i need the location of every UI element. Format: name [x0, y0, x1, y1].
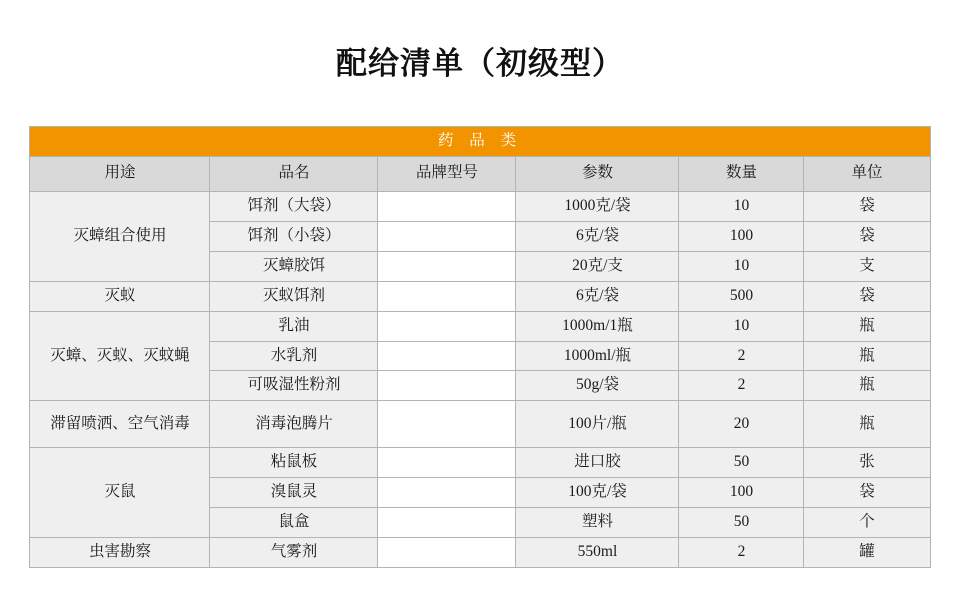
cell-unit: 袋 — [804, 191, 930, 221]
cell-qty: 10 — [679, 191, 804, 221]
cell-unit: 支 — [804, 251, 930, 281]
cell-qty: 50 — [679, 448, 804, 478]
cell-name: 粘鼠板 — [210, 448, 378, 478]
cell-qty: 100 — [679, 221, 804, 251]
cell-param: 1000m/1瓶 — [516, 311, 679, 341]
cell-unit: 个 — [804, 508, 930, 538]
cell-unit: 瓶 — [804, 401, 930, 448]
cell-name: 灭蟑胶饵 — [210, 251, 378, 281]
category-header-cell: 药 品 类 — [30, 127, 930, 157]
cell-qty: 500 — [679, 281, 804, 311]
column-header-brand: 品牌型号 — [378, 156, 516, 191]
column-header-unit: 单位 — [804, 156, 930, 191]
table-row — [30, 401, 930, 448]
ration-list-table — [29, 126, 930, 568]
cell-brand — [378, 401, 516, 448]
cell-use: 灭鼠 — [30, 448, 210, 538]
cell-brand — [378, 508, 516, 538]
column-header-param: 参数 — [516, 156, 679, 191]
cell-name: 气雾剂 — [210, 538, 378, 568]
cell-qty: 10 — [679, 251, 804, 281]
cell-param: 20克/支 — [516, 251, 679, 281]
cell-qty: 2 — [679, 341, 804, 371]
cell-brand — [378, 538, 516, 568]
page-title: 配给清单（初级型） — [336, 46, 624, 81]
cell-name: 饵剂（小袋） — [210, 221, 378, 251]
cell-name: 水乳剂 — [210, 341, 378, 371]
cell-brand — [378, 191, 516, 221]
cell-brand — [378, 341, 516, 371]
cell-param: 进口胶 — [516, 448, 679, 478]
table-row — [30, 281, 930, 311]
column-header-qty: 数量 — [679, 156, 804, 191]
cell-brand — [378, 311, 516, 341]
cell-use: 灭蚁 — [30, 281, 210, 311]
column-header-name: 品名 — [210, 156, 378, 191]
cell-brand — [378, 478, 516, 508]
cell-param: 1000ml/瓶 — [516, 341, 679, 371]
cell-qty: 2 — [679, 371, 804, 401]
column-header-use: 用途 — [30, 156, 210, 191]
cell-param: 50g/袋 — [516, 371, 679, 401]
cell-unit: 张 — [804, 448, 930, 478]
cell-qty: 100 — [679, 478, 804, 508]
cell-param: 550ml — [516, 538, 679, 568]
cell-name: 可吸湿性粉剂 — [210, 371, 378, 401]
table-category-header-row — [30, 127, 930, 157]
table-row — [30, 538, 930, 568]
cell-use: 灭蟑组合使用 — [30, 191, 210, 281]
cell-param: 100片/瓶 — [516, 401, 679, 448]
cell-brand — [378, 251, 516, 281]
cell-name: 饵剂（大袋） — [210, 191, 378, 221]
cell-unit: 瓶 — [804, 371, 930, 401]
cell-param: 塑料 — [516, 508, 679, 538]
cell-name: 鼠盒 — [210, 508, 378, 538]
cell-use: 滞留喷洒、空气消毒 — [30, 401, 210, 448]
cell-use: 虫害勘察 — [30, 538, 210, 568]
cell-brand — [378, 448, 516, 478]
cell-unit: 瓶 — [804, 311, 930, 341]
cell-param: 6克/袋 — [516, 281, 679, 311]
cell-param: 6克/袋 — [516, 221, 679, 251]
cell-use: 灭蟑、灭蚁、灭蚊蝇 — [30, 311, 210, 401]
cell-unit: 袋 — [804, 221, 930, 251]
table-row — [30, 191, 930, 221]
cell-qty: 50 — [679, 508, 804, 538]
cell-qty: 20 — [679, 401, 804, 448]
cell-unit: 罐 — [804, 538, 930, 568]
cell-qty: 10 — [679, 311, 804, 341]
cell-name: 灭蚁饵剂 — [210, 281, 378, 311]
cell-name: 消毒泡腾片 — [210, 401, 378, 448]
cell-brand — [378, 221, 516, 251]
cell-qty: 2 — [679, 538, 804, 568]
cell-brand — [378, 371, 516, 401]
table-row — [30, 448, 930, 478]
cell-param: 1000克/袋 — [516, 191, 679, 221]
cell-name: 乳油 — [210, 311, 378, 341]
table-row — [30, 311, 930, 341]
cell-brand — [378, 281, 516, 311]
cell-unit: 瓶 — [804, 341, 930, 371]
cell-unit: 袋 — [804, 281, 930, 311]
cell-unit: 袋 — [804, 478, 930, 508]
cell-name: 溴鼠灵 — [210, 478, 378, 508]
cell-param: 100克/袋 — [516, 478, 679, 508]
table-column-header-row — [30, 156, 930, 191]
